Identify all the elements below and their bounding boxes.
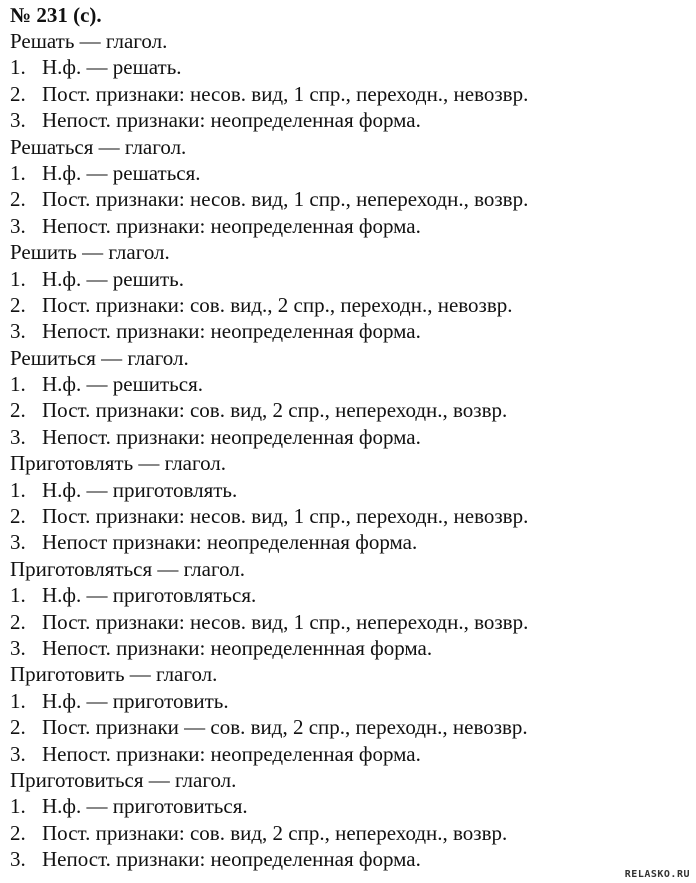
verb-entry: [10, 134, 690, 240]
list-item-number: 3.: [10, 847, 26, 872]
list-item-text: Н.ф. — приготовиться.: [42, 794, 248, 819]
list-item-text: Н.ф. — приготовляться.: [42, 583, 257, 608]
list-item-number: 2.: [10, 609, 26, 634]
list-item: [10, 477, 690, 503]
list-item-text: Непост признаки: неопределенная форма.: [42, 530, 418, 555]
list-item-text: Пост. признаки: сов. вид., 2 спр., переходн., невозвр.: [42, 292, 513, 317]
list-item-number: 3.: [10, 319, 26, 344]
verb-heading: Приготовиться — глагол.: [10, 767, 237, 792]
list-item-number: 2.: [10, 715, 26, 740]
verb-heading: Решить — глагол.: [10, 240, 170, 265]
watermark: RELASKO.RU: [624, 869, 690, 880]
list-item-number: 1.: [10, 477, 26, 502]
list-item: [10, 424, 690, 450]
list-item-text: Н.ф. — решаться.: [42, 160, 201, 185]
document: [10, 2, 690, 873]
list-item-text: Непост. признаки: неопределеннная форма.: [42, 635, 433, 660]
list-item: [10, 609, 690, 635]
verb-heading: Приготовить — глагол.: [10, 662, 218, 687]
list-item: [10, 292, 690, 318]
verb-heading: Решать — глагол.: [10, 29, 168, 53]
verb-entry: [10, 556, 690, 662]
list-item-number: 3.: [10, 108, 26, 133]
list-item: [10, 397, 690, 423]
list-item-number: 1.: [10, 794, 26, 819]
verb-entry: [10, 450, 690, 556]
list-item: [10, 266, 690, 292]
list-item-number: 1.: [10, 688, 26, 713]
list-item-text: Пост. признаки — сов. вид, 2 спр., переходн., невозвр.: [42, 715, 528, 740]
list-item-text: Пост. признаки: несов. вид, 1 спр., переходн., невозвр.: [42, 81, 529, 106]
verb-entry: [10, 28, 690, 134]
list-item: [10, 582, 690, 608]
list-item-number: 2.: [10, 820, 26, 845]
list-item: [10, 318, 690, 344]
list-item-number: 3.: [10, 530, 26, 555]
list-item: [10, 54, 690, 80]
list-item-number: 3.: [10, 635, 26, 660]
list-item-number: 2.: [10, 292, 26, 317]
list-item-number: 1.: [10, 55, 26, 80]
list-item: [10, 371, 690, 397]
list-item-number: 2.: [10, 504, 26, 529]
list-item-text: Н.ф. — решиться.: [42, 372, 203, 397]
list-item-text: Непост. признаки: неопределенная форма.: [42, 213, 421, 238]
list-item-number: 1.: [10, 266, 26, 291]
list-item: [10, 793, 690, 819]
list-item-number: 3.: [10, 424, 26, 449]
verb-heading: Решаться — глагол.: [10, 134, 187, 159]
verb-entry: [10, 661, 690, 767]
list-item-text: Непост. признаки: неопределенная форма.: [42, 741, 421, 766]
list-item-number: 2.: [10, 81, 26, 106]
list-item: [10, 688, 690, 714]
list-item: [10, 846, 690, 872]
entries-list: [10, 28, 690, 873]
list-item-text: Н.ф. — решать.: [42, 55, 182, 80]
exercise-title: № 231 (с).: [10, 3, 102, 27]
list-item-text: Пост. признаки: несов. вид, 1 спр., переходн., невозвр.: [42, 504, 529, 529]
list-item: [10, 160, 690, 186]
list-item: [10, 741, 690, 767]
list-item-number: 1.: [10, 160, 26, 185]
list-item: [10, 820, 690, 846]
list-item-text: Непост. признаки: неопределенная форма.: [42, 108, 421, 133]
list-item-number: 2.: [10, 398, 26, 423]
verb-entry: [10, 239, 690, 345]
list-item: [10, 81, 690, 107]
list-item-text: Пост. признаки: несов. вид, 1 спр., непереходн., возвр.: [42, 609, 529, 634]
list-item-number: 3.: [10, 741, 26, 766]
list-item: [10, 529, 690, 555]
list-item: [10, 213, 690, 239]
list-item-number: 1.: [10, 583, 26, 608]
verb-heading: Приготовлять — глагол.: [10, 451, 227, 476]
list-item: [10, 503, 690, 529]
list-item: [10, 186, 690, 212]
list-item-number: 1.: [10, 372, 26, 397]
list-item-text: Н.ф. — решить.: [42, 266, 185, 291]
verb-entry: [10, 345, 690, 451]
list-item-text: Непост. признаки: неопределенная форма.: [42, 424, 421, 449]
verb-heading: Приготовляться — глагол.: [10, 556, 246, 581]
list-item-number: 3.: [10, 213, 26, 238]
verb-entry: [10, 767, 690, 873]
list-item-text: Непост. признаки: неопределенная форма.: [42, 847, 421, 872]
list-item: [10, 107, 690, 133]
list-item-text: Н.ф. — приготовлять.: [42, 477, 238, 502]
list-item-text: Непост. признаки: неопределенная форма.: [42, 319, 421, 344]
list-item-number: 2.: [10, 187, 26, 212]
list-item: [10, 635, 690, 661]
list-item-text: Пост. признаки: сов. вид, 2 спр., непереходн., возвр.: [42, 398, 508, 423]
list-item-text: Н.ф. — приготовить.: [42, 688, 229, 713]
list-item-text: Пост. признаки: сов. вид, 2 спр., непереходн., возвр.: [42, 820, 508, 845]
verb-heading: Решиться — глагол.: [10, 345, 189, 370]
list-item: [10, 714, 690, 740]
list-item-text: Пост. признаки: несов. вид, 1 спр., непереходн., возвр.: [42, 187, 529, 212]
